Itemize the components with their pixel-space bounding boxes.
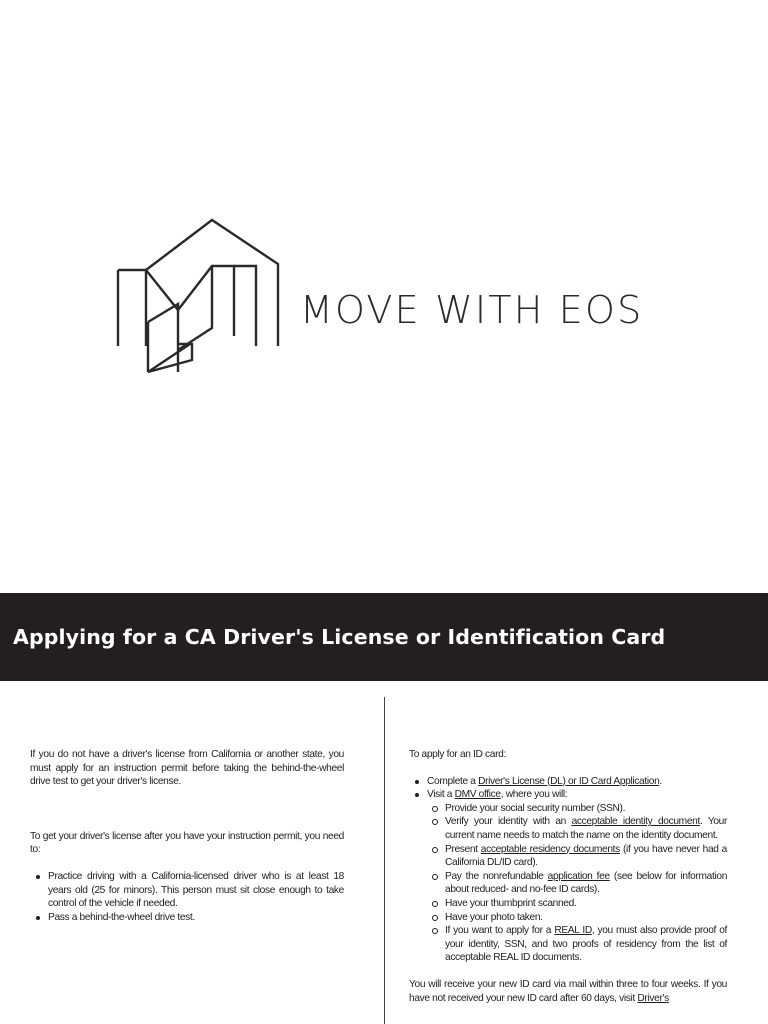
mail-delivery-paragraph: You will receive your new ID card via mail within three to four weeks. If you have not received your new ID card after 60 days, visit Driver's — [409, 978, 727, 1004]
application-form-link[interactable]: Driver's License (DL) or ID Card Application — [478, 775, 660, 787]
eos-logo-icon — [116, 218, 284, 376]
dmv-office-link[interactable]: DMV office — [454, 789, 501, 801]
column-divider — [384, 697, 385, 1024]
sublist-item: Provide your social security number (SSN). — [427, 802, 727, 816]
identity-document-link[interactable]: acceptable identity document — [571, 816, 700, 828]
id-card-steps-list — [409, 775, 727, 965]
left-column — [30, 748, 344, 924]
id-card-intro: To apply for an ID card: — [409, 749, 506, 760]
list-item: Complete a Driver's License (DL) or ID Card Application. — [409, 775, 727, 789]
sublist-item: Pay the nonrefundable application fee (see below for information about reduced- and no-fee ID cards). — [427, 870, 727, 897]
application-fee-link[interactable]: application fee — [547, 870, 610, 882]
sublist-item: Have your thumbprint scanned. — [427, 897, 727, 911]
list-item: Pass a behind-the-wheel drive test. — [30, 911, 344, 925]
real-id-link[interactable]: REAL ID — [554, 925, 592, 937]
brand-wordmark: MOVE WITH EOS — [300, 288, 644, 332]
right-column — [409, 748, 727, 1005]
drivers-link[interactable]: Driver's — [637, 992, 669, 1004]
list-item: Practice driving with a California-licensed driver who is at least 18 years old (25 for minors). This person must sit close enough to take control of the vehicle if needed. — [30, 870, 344, 911]
page-title: Applying for a CA Driver's License or Identification Card — [13, 625, 666, 649]
list-item: Visit a DMV office, where you will: Provide your social security number (SSN). Verify your identity with an acceptable identity document. Your current name needs to match the name on the identity document. Present acceptable residency documents (if you have never had a California DL/ID card). Pay the nonrefundable application fee (see below for information about reduced- and no-fee ID cards). Have your thumbprint scanned. Have your photo taken. If you want to apply for a REAL ID, you must also provide proof of your identity, SSN, and two proofs of residency from the list of acceptable REAL ID documents. — [409, 788, 727, 965]
sublist-item: Verify your identity with an acceptable identity document. Your current name needs to match the name on the identity document. — [427, 815, 727, 842]
license-steps-intro: To get your driver's license after you have your instruction permit, you need to: — [30, 830, 344, 856]
sublist-item: Present acceptable residency documents (if you have never had a California DL/ID card). — [427, 843, 727, 870]
license-steps-list — [30, 870, 344, 924]
intro-paragraph: If you do not have a driver's license from California or another state, you must apply for an instruction permit before taking the behind-the-wheel drive test to get your driver's license. — [30, 749, 344, 788]
office-steps-sublist — [427, 802, 727, 965]
title-banner — [0, 593, 768, 681]
brand-logo — [116, 218, 656, 378]
residency-documents-link[interactable]: acceptable residency documents — [480, 843, 620, 855]
sublist-item: Have your photo taken. — [427, 911, 727, 925]
sublist-item: If you want to apply for a REAL ID, you must also provide proof of your identity, SSN, and two proofs of residency from the list of acceptable REAL ID documents. — [427, 924, 727, 965]
